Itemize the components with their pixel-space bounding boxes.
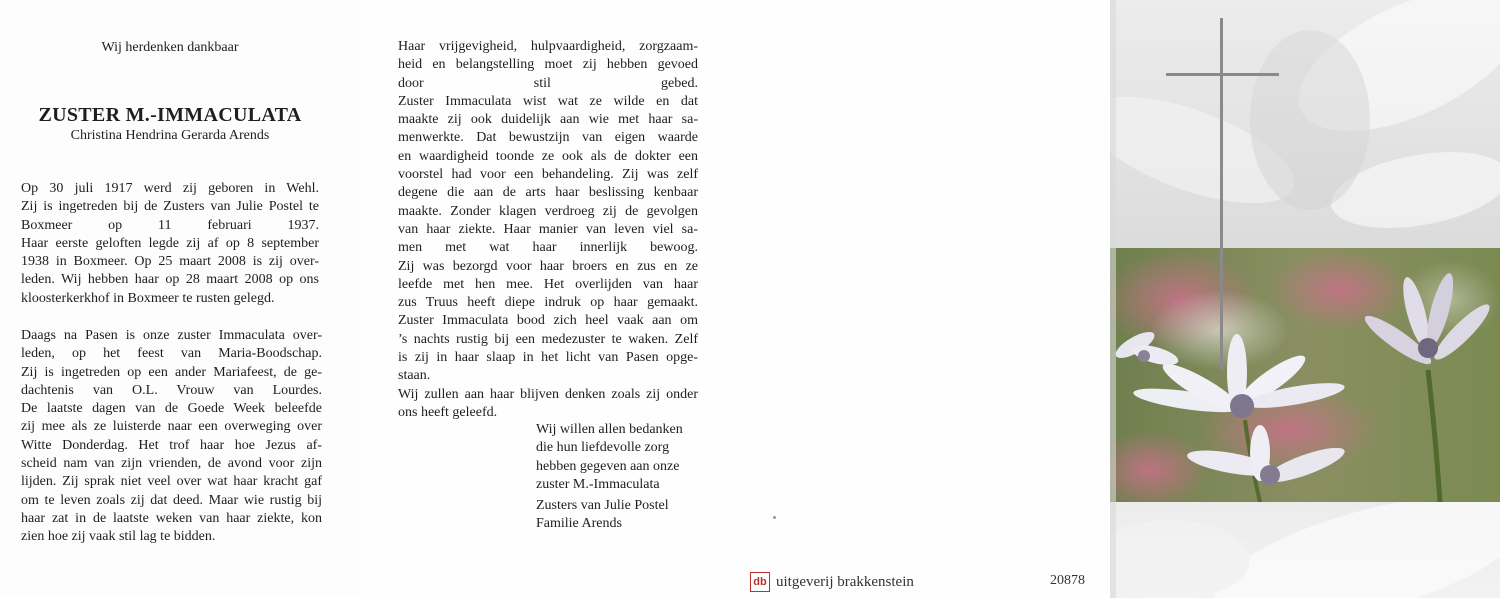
text-line: Wij zullen aan haar blijven denken zoals zij onder [398,386,698,402]
text-line: leefde met hen mee. Het overlijden van haar [398,276,698,292]
text-line: Familie Arends [536,516,622,532]
publisher-logo-icon: db [750,572,770,592]
flower-artwork [1110,0,1500,598]
text-line: Zij is ingetreden bij de Zusters van Julie Postel te [21,199,319,215]
publisher-mark [750,571,914,593]
publisher-name: uitgeverij brakkenstein [776,573,914,590]
text-line: Wij willen allen bedanken [536,422,683,437]
text-line: Witte Donderdag. Het trof haar hoe Jezus af- [21,437,322,453]
intro-line: Wij herdenken dankbaar [101,40,239,55]
full-name: Christina Hendrina Gerarda Arends [70,128,270,143]
text-line: men met wat haar innerlijk bewoog. [398,240,698,256]
text-line: leden. Wij hebben haar op 28 maart 2008 op ons [21,272,319,288]
text-line: zus Truus heeft diepe indruk op haar gemaakt. [398,295,698,311]
text-line: Daags na Pasen is onze zuster Immaculata over- [21,328,322,343]
text-line: die hun liefdevolle zorg [536,440,670,456]
text-line: zuster M.-Immaculata [536,476,660,492]
text-line: staan. [398,368,431,384]
text-line: leden, op het feest van Maria-Boodschap. [21,346,322,362]
left-panel [0,0,362,598]
text-line: De laatste dagen van de Goede Week beleefde [21,401,322,417]
text-line: degene die aan de arts haar beslissing kenbaar [398,185,698,201]
character-paragraph [398,38,698,422]
text-line: voorstel had voor een behandeling. Zij was zelf [398,167,698,183]
text-line: kloosterkerkhof in Boxmeer te rusten gelegd. [21,290,275,306]
text-line: zien hoe zij vaak stil lag te bidden. [21,529,216,545]
text-line: om te leven zoals zij dat deed. Maar wie rustig bij [21,492,322,508]
speck [773,516,776,519]
text-line: ons heeft geleefd. [398,404,498,420]
text-line: Zij is ingetreden op een ander Mariafeest, de ge- [21,364,322,380]
memorial-paragraph [21,327,322,547]
text-line: 1938 in Boxmeer. Op 25 maart 2008 is zij over- [21,254,319,270]
text-line: ’s nachts rustig bij een medezuster te waken. Zelf [398,331,698,347]
text-line: Zuster Immaculata bood zich heel vaak aan om [398,313,698,329]
text-line: van haar ziekte. Haar manier van leven viel sa- [398,221,698,237]
deceased-name: ZUSTER M.-IMMACULATA [38,104,302,126]
flower-photo [1110,248,1500,510]
text-line: Zuster Immaculata wist wat ze wilde en dat [398,93,698,109]
biography-paragraph [21,180,319,308]
text-line: Haar vrijgevigheid, hulpvaardigheid, zorgzaam- [398,39,698,54]
text-line: is zij in haar slaap in het licht van Pasen opge- [398,350,698,366]
text-line: lijden. Zij sprak niet veel over wat haar kracht gaf [21,474,322,490]
faded-petals [1110,0,1500,240]
text-line: hebben gegeven aan onze [536,458,680,474]
text-line: Boxmeer op 11 februari 1937. [21,217,319,233]
text-line: maakte zij ook duidelijk aan wie met haar sa- [398,112,698,128]
text-line: dachtenis van O.L. Vrouw van Lourdes. [21,382,322,398]
right-panel [1110,0,1500,598]
text-line: Haar eerste geloften legde zij af op 8 september [21,235,319,251]
text-line: scheid nam van zijn vrienden, de avond voor zijn [21,456,322,472]
text-line: haar zat in de laatste weken van haar ziekte, kon [21,510,322,526]
text-line: Zusters van Julie Postel [536,498,669,513]
text-line: heid en belangstelling moet zij hebben gevoed [398,57,698,73]
text-line: zij mee als ze luisterde naar een overweging over [21,419,322,435]
text-line: maakte. Zonder klagen verdroeg zij de gevolgen [398,203,698,219]
thanks-block [536,421,736,494]
text-line: en waardigheid toonde ze ook als de dokter een [398,148,698,164]
text-line: menwerkte. Dat bewustzijn van eigen waarde [398,130,698,146]
text-line: door stil gebed. [398,75,698,91]
card-code: 20878 [1050,573,1085,588]
signoff-block [536,497,736,534]
text-line: Op 30 juli 1917 werd zij geboren in Wehl. [21,181,319,196]
text-line: Zij was bezorgd voor haar broers en zus en ze [398,258,698,274]
